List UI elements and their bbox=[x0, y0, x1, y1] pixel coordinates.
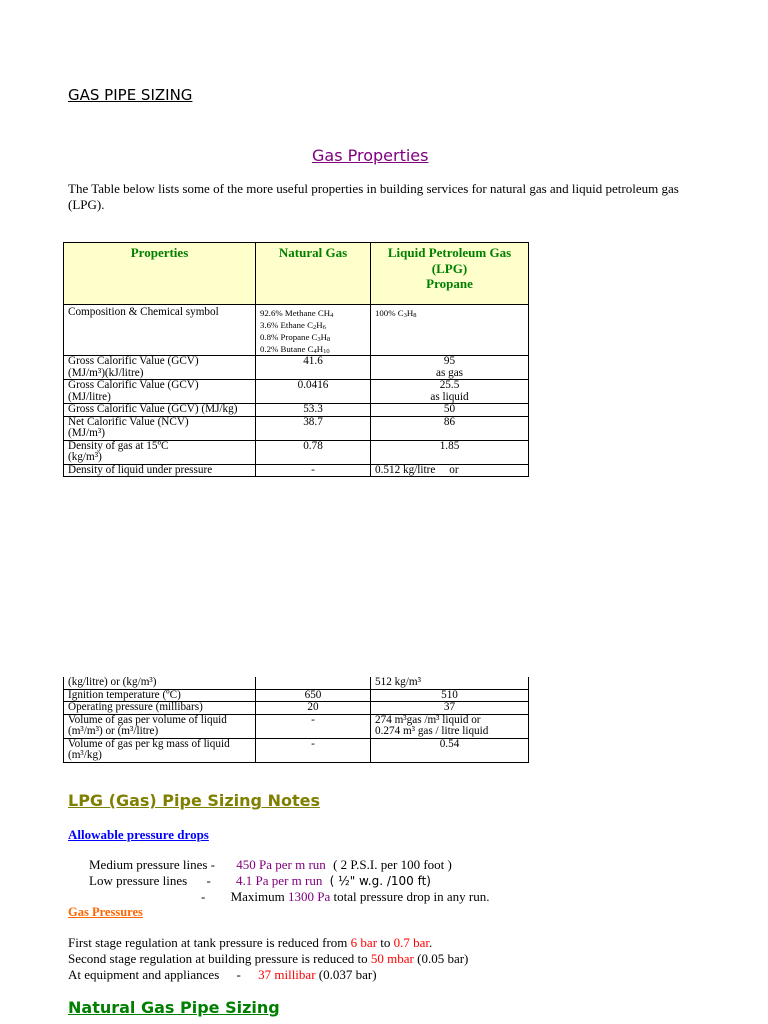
table-header-row bbox=[64, 243, 529, 305]
lpg-value bbox=[371, 714, 529, 738]
row-label-line: Gross Calorific Value (GCV) bbox=[68, 379, 199, 391]
composition-ethane: 3.6% Ethane C bbox=[260, 320, 314, 330]
medium-pressure-note: ( 2 P.S.I. per 100 foot ) bbox=[333, 857, 452, 872]
row-label bbox=[64, 738, 256, 762]
header-natural-gas: Natural Gas bbox=[256, 243, 371, 305]
row-label-line: (MJ/m³) bbox=[68, 427, 105, 439]
row-label: Composition & Chemical symbol bbox=[64, 305, 256, 356]
header-lpg-line2: (LPG) bbox=[431, 260, 468, 276]
maximum-dash: - bbox=[201, 889, 206, 904]
row-label-line: (m³/kg) bbox=[68, 749, 102, 761]
gas-pressures-title: Gas Pressures bbox=[68, 905, 143, 919]
table-row bbox=[64, 677, 529, 689]
lpg-value: 86 bbox=[371, 416, 529, 440]
medium-pressure-value: 450 Pa per m run bbox=[236, 857, 326, 872]
table-row bbox=[64, 738, 529, 762]
header-lpg-line1: Liquid Petroleum Gas bbox=[387, 245, 512, 260]
row-label-line: Density of gas at 15ºC bbox=[68, 440, 169, 452]
natural-gas-value: - bbox=[256, 738, 371, 762]
natural-gas-value: 0.0416 bbox=[256, 380, 371, 404]
table-row bbox=[64, 702, 529, 715]
lpg-value-line: as liquid bbox=[430, 390, 469, 403]
row-label: Operating pressure (millibars) bbox=[64, 702, 256, 715]
intro-paragraph: The Table below lists some of the more useful properties in building services for natural gas and liquid petroleum gas (LPG). bbox=[68, 181, 679, 212]
lpg-value-line: 274 m³gas /m³ liquid or bbox=[375, 714, 481, 726]
row-label bbox=[64, 356, 256, 380]
lpg-value: 50 bbox=[371, 404, 529, 417]
equipment-text: At equipment and appliances bbox=[68, 967, 220, 982]
low-pressure-note: ( ½" w.g. /100 ft) bbox=[329, 874, 431, 888]
header-lpg-line3: Propane bbox=[426, 276, 473, 291]
natural-gas-value: 38.7 bbox=[256, 416, 371, 440]
low-pressure-line bbox=[89, 873, 431, 889]
lpg-value-line: 25.5 bbox=[439, 379, 460, 391]
equipment-line bbox=[68, 967, 377, 983]
table-row bbox=[64, 689, 529, 702]
row-label bbox=[64, 714, 256, 738]
second-stage-text: Second stage regulation at building pressure is reduced to bbox=[68, 951, 368, 966]
composition-methane: 92.6% Methane CH bbox=[260, 308, 331, 318]
table-row bbox=[64, 416, 529, 440]
table-row bbox=[64, 305, 529, 356]
natural-gas-value bbox=[256, 677, 371, 689]
table-row bbox=[64, 380, 529, 404]
lpg-value: 510 bbox=[371, 689, 529, 702]
lpg-value: 0.512 kg/litre or bbox=[371, 464, 529, 477]
first-stage-to: 0.7 bar bbox=[393, 935, 430, 950]
allowable-pressure-drops-title: Allowable pressure drops bbox=[68, 827, 209, 842]
gas-properties-table-continued bbox=[63, 677, 529, 763]
maximum-value: 1300 Pa bbox=[288, 889, 331, 904]
row-label: (kg/litre) or (kg/m³) bbox=[64, 677, 256, 689]
row-label bbox=[64, 416, 256, 440]
composition-lpg: 100% $C_3H_8$ bbox=[371, 305, 529, 356]
second-stage-line bbox=[68, 951, 468, 967]
row-label-line: Volume of gas per volume of liquid bbox=[68, 714, 227, 726]
document-title: GAS PIPE SIZING bbox=[68, 86, 193, 104]
row-label-line: (m³/m³) or (m³/litre) bbox=[68, 725, 159, 737]
table-row bbox=[64, 464, 529, 477]
row-label: Gross Calorific Value (GCV) (MJ/kg) bbox=[64, 404, 256, 417]
natural-gas-value: - bbox=[256, 464, 371, 477]
row-label-line: Net Calorific Value (NCV) bbox=[68, 416, 189, 428]
table-row bbox=[64, 356, 529, 380]
equipment-dash: - bbox=[236, 967, 241, 982]
first-stage-from: 6 bar bbox=[350, 935, 378, 950]
first-stage-period: . bbox=[429, 935, 433, 950]
first-stage-text: First stage regulation at tank pressure is reduced from bbox=[68, 935, 348, 950]
composition-propane: 0.8% Propane C bbox=[260, 332, 318, 342]
maximum-note: total pressure drop in any run. bbox=[333, 889, 490, 904]
medium-pressure-label: Medium pressure lines - bbox=[89, 857, 216, 872]
table-row bbox=[64, 440, 529, 464]
composition-natural-gas: 92.6% Methane $CH_4$ 3.6% Ethane $C_2H_6$ 0.8% Propane $C_3H_8$ 0.2% Butane $C_4H_{10}$ bbox=[256, 305, 371, 356]
lpg-notes-title: LPG (Gas) Pipe Sizing Notes bbox=[68, 791, 320, 810]
low-pressure-label: Low pressure lines bbox=[89, 873, 188, 888]
natural-gas-value: 41.6 bbox=[256, 356, 371, 380]
row-label: Ignition temperature (ºC) bbox=[64, 689, 256, 702]
maximum-pressure-line bbox=[201, 889, 489, 905]
row-label-line: Gross Calorific Value (GCV) bbox=[68, 355, 199, 367]
natural-gas-value: 0.78 bbox=[256, 440, 371, 464]
table-row bbox=[64, 714, 529, 738]
lpg-value: 37 bbox=[371, 702, 529, 715]
second-stage-note: (0.05 bar) bbox=[417, 951, 469, 966]
natural-gas-value: 650 bbox=[256, 689, 371, 702]
equipment-note: (0.037 bar) bbox=[318, 967, 377, 982]
section-title-gas-properties: Gas Properties bbox=[312, 146, 429, 165]
row-label-line: Volume of gas per kg mass of liquid bbox=[68, 738, 230, 750]
table-row bbox=[64, 404, 529, 417]
low-pressure-dash: - bbox=[206, 873, 211, 888]
maximum-label: Maximum bbox=[230, 889, 285, 904]
lpg-value bbox=[371, 356, 529, 380]
lpg-value-line: 95 bbox=[443, 355, 456, 367]
header-lpg bbox=[371, 243, 529, 305]
equipment-value: 37 millibar bbox=[258, 967, 316, 982]
natural-gas-value: 53.3 bbox=[256, 404, 371, 417]
first-stage-to-word: to bbox=[380, 935, 391, 950]
composition-lpg-value: 100% C bbox=[375, 308, 404, 318]
lpg-value: 0.54 bbox=[371, 738, 529, 762]
row-label-line: (MJ/litre) bbox=[68, 390, 111, 403]
row-label: Density of liquid under pressure bbox=[64, 464, 256, 477]
natural-gas-value: - bbox=[256, 714, 371, 738]
lpg-value: 512 kg/m³ bbox=[371, 677, 529, 689]
row-label-line: (kg/m³) bbox=[68, 451, 102, 463]
row-label bbox=[64, 380, 256, 404]
row-label bbox=[64, 440, 256, 464]
gas-properties-table bbox=[63, 242, 529, 477]
natural-gas-value: 20 bbox=[256, 702, 371, 715]
second-stage-value: 50 mbar bbox=[370, 951, 414, 966]
lpg-value: 1.85 bbox=[371, 440, 529, 464]
lpg-value-line: as gas bbox=[435, 366, 464, 379]
natural-gas-pipe-sizing-title: Natural Gas Pipe Sizing bbox=[68, 998, 280, 1017]
lpg-value bbox=[371, 380, 529, 404]
lpg-value-line: 0.274 m³ gas / litre liquid bbox=[375, 725, 489, 737]
composition-butane: 0.2% Butane C bbox=[260, 344, 314, 354]
medium-pressure-line bbox=[89, 857, 452, 873]
header-properties: Properties bbox=[64, 243, 256, 305]
row-label-line: (MJ/m³)(kJ/litre) bbox=[68, 366, 144, 379]
first-stage-line bbox=[68, 935, 432, 951]
low-pressure-value: 4.1 Pa per m run bbox=[236, 873, 323, 888]
